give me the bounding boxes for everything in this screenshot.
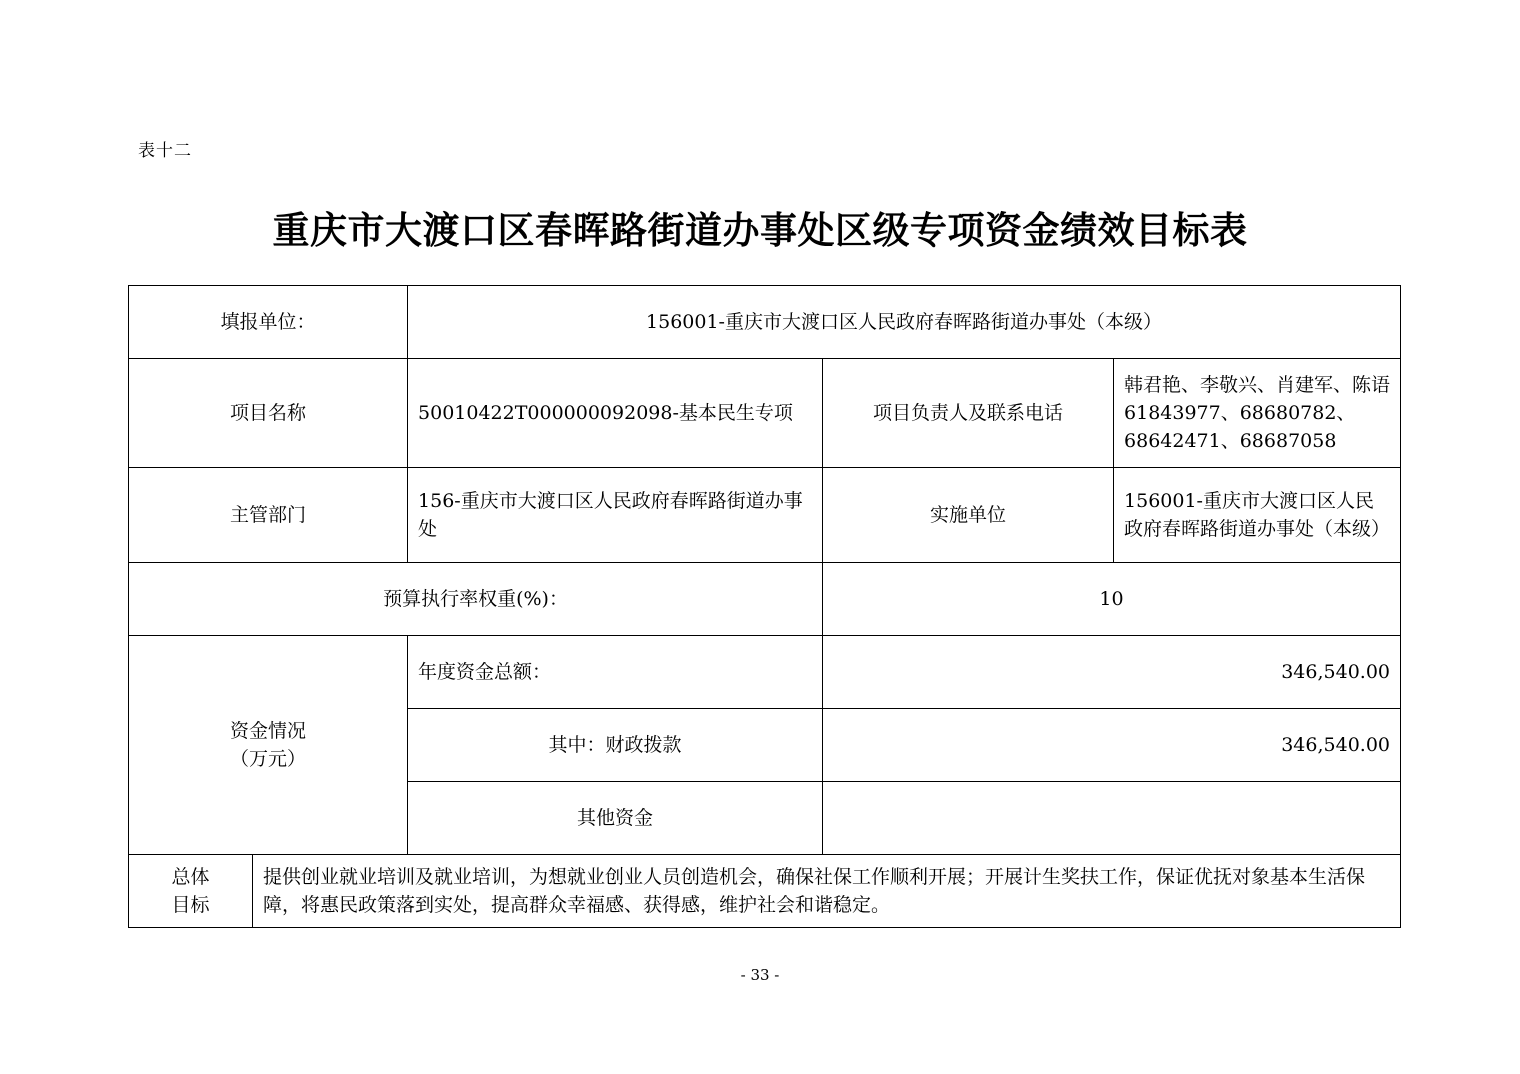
budget-weight-value: 10 — [823, 563, 1401, 636]
fiscal-label: 其中：财政拨款 — [408, 709, 823, 782]
goal-label — [129, 855, 253, 928]
impl-value: 156001-重庆市大渡口区人民政府春晖路街道办事处（本级） — [1114, 468, 1401, 563]
contact-value: 韩君艳、李敬兴、肖建军、陈语 61843977、68680782、68642471、68687058 — [1114, 359, 1401, 468]
other-funds-value — [823, 782, 1401, 855]
goal-label-line1: 总体 — [171, 866, 210, 888]
dept-label: 主管部门 — [129, 468, 408, 563]
fiscal-value: 346,540.00 — [823, 709, 1401, 782]
goal-label-line2: 目标 — [171, 894, 210, 916]
page-number: - 33 - — [740, 966, 780, 984]
funds-label-line2: （万元） — [230, 748, 307, 770]
goal-value: 提供创业就业培训及就业培训，为想就业创业人员创造机会，确保社保工作顺利开展；开展计生奖扶工作，保证优抚对象基本生活保障，将惠民政策落到实处，提高群众幸福感、获得感，维护社会和谐稳定。 — [253, 855, 1401, 928]
contact-label: 项目负责人及联系电话 — [823, 359, 1114, 468]
table-row — [129, 468, 1401, 563]
project-name-label: 项目名称 — [129, 359, 408, 468]
impl-label: 实施单位 — [823, 468, 1114, 563]
unit-value: 156001-重庆市大渡口区人民政府春晖路街道办事处（本级） — [408, 286, 1401, 359]
funds-label — [129, 636, 408, 855]
table-row — [129, 636, 1401, 709]
page-title: 重庆市大渡口区春晖路街道办事处区级专项资金绩效目标表 — [272, 209, 1248, 252]
performance-target-table — [128, 285, 1401, 928]
table-row — [129, 286, 1401, 359]
annual-total-value: 346,540.00 — [823, 636, 1401, 709]
budget-weight-label: 预算执行率权重(%)： — [129, 563, 823, 636]
dept-value: 156-重庆市大渡口区人民政府春晖路街道办事处 — [408, 468, 823, 563]
table-row — [129, 563, 1401, 636]
funds-label-line1: 资金情况 — [230, 720, 307, 742]
annual-total-label: 年度资金总额： — [408, 636, 823, 709]
table-row — [129, 359, 1401, 468]
unit-label: 填报单位： — [129, 286, 408, 359]
other-funds-label: 其他资金 — [408, 782, 823, 855]
project-name-value: 50010422T000000092098-基本民生专项 — [408, 359, 823, 468]
table-number: 表十二 — [138, 141, 192, 161]
table-row — [129, 855, 1401, 928]
